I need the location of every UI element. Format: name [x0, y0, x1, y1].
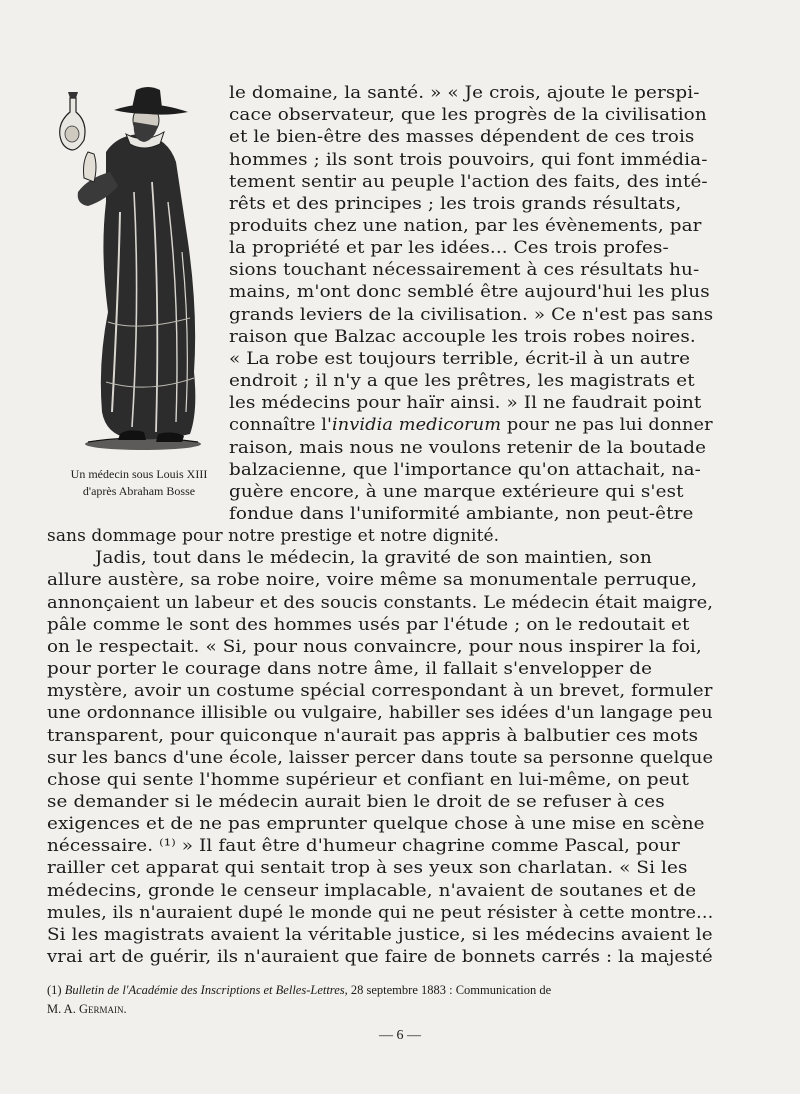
- text-line: grands leviers de la civilisation. » Ce n'est pas sans: [229, 304, 714, 325]
- text-line: mules, ils n'auraient dupé le monde qui ne peut résister à cette montre...: [47, 902, 714, 923]
- text-line: se demander si le médecin aurait bien le droit de se refuser à ces: [47, 791, 665, 812]
- text-line: Si les magistrats avaient la véritable justice, si les médecins avaient le: [47, 924, 713, 945]
- text-line: fondue dans l'uniformité ambiante, non peut-être: [229, 503, 694, 524]
- text-line: pâle comme le sont des hommes usés par l'étude ; on le redoutait et: [47, 614, 690, 635]
- text-line: sur les bancs d'une école, laisser percer dans toute sa personne quelque: [47, 747, 714, 768]
- text-line: pour porter le courage dans notre âme, il fallait s'envelopper de: [47, 659, 653, 679]
- text-line: sans dommage pour notre prestige et notre dignité.: [47, 526, 500, 547]
- text-line: guère encore, à une marque extérieure qui s'est: [229, 481, 684, 502]
- caption-line-1: Un médecin sous Louis XIII: [70, 467, 208, 481]
- text-line: produits chez une nation, par les évènements, par: [229, 215, 702, 236]
- text-line: [229, 414, 733, 436]
- text-line: mains, m'ont donc semblé être aujourd'hui les plus: [229, 282, 710, 303]
- engraving-doctor-louis-xiii: [48, 82, 220, 462]
- text-line: allure austère, sa robe noire, voire même sa monumentale perruque,: [47, 570, 698, 591]
- page-number: — 6 —: [379, 1028, 421, 1043]
- text-run: connaître l': [229, 415, 333, 436]
- text-line: nécessaire. ⁽¹⁾ » Il faut être d'humeur chagrine comme Pascal, pour: [47, 836, 680, 857]
- text-line: Jadis, tout dans le médecin, la gravité de son maintien, son: [95, 548, 652, 569]
- text-line: une ordonnance illisible ou vulgaire, habiller ses idées d'un langage peu: [47, 703, 713, 724]
- text-line: raison que Balzac accouple les trois robes noires.: [229, 326, 696, 347]
- text-line: mystère, avoir un costume spécial correspondant à un brevet, formuler: [47, 681, 713, 702]
- text-line: médecins, gronde le censeur implacable, n'avaient de soutanes et de: [47, 880, 697, 901]
- text-line: raison, mais nous ne voulons retenir de la boutade: [229, 437, 707, 458]
- text-line: chose qui sente l'homme supérieur et confiant en lui-même, on peut: [47, 769, 689, 790]
- text-line: exigences et de ne pas emprunter quelque chose à une mise en scène: [47, 814, 705, 835]
- text-line: endroit ; il n'y a que les prêtres, les magistrats et: [229, 371, 695, 391]
- text-line: et le bien-être des masses dépendent de ces trois: [229, 127, 695, 148]
- text-line: le domaine, la santé. » « Je crois, ajoute le perspi-: [229, 83, 700, 103]
- text-line: vrai art de guérir, ils n'auraient que faire de bonnets carrés : la majesté: [47, 947, 713, 967]
- text-line: cace observateur, que les progrès de la civilisation: [229, 105, 707, 126]
- caption-line-2: d'après Abraham Bosse: [82, 484, 196, 498]
- text-line: rêts et des principes ; les trois grands résultats,: [229, 193, 682, 214]
- text-line: tement sentir au peuple l'action des faits, des inté-: [229, 171, 708, 192]
- text-line: sions touchant nécessairement à ces résultats hu-: [229, 260, 700, 281]
- footnote-marker: (1): [47, 983, 62, 997]
- latin-phrase: invidia medicorum: [332, 415, 502, 436]
- footnote-title: Bulletin de l'Académie des Inscriptions et Belles-Lettres,: [64, 983, 348, 997]
- text-line: hommes ; ils sont trois pouvoirs, qui font immédia-: [229, 149, 708, 170]
- text-run: pour ne pas lui donner: [501, 415, 713, 436]
- text-line: « La robe est toujours terrible, écrit-il à un autre: [229, 348, 691, 369]
- text-line: railler cet apparat qui sentait trop à ses yeux son charlatan. « Si les: [47, 858, 688, 879]
- footnote-author: Germain.: [78, 1002, 127, 1016]
- text-line: la propriété et par les idées... Ces trois profes-: [229, 238, 669, 259]
- footnote: [47, 981, 717, 1000]
- footnote-rest: 28 septembre 1883 : Communication de: [347, 983, 552, 997]
- text-line: transparent, pour quiconque n'aurait pas appris à balbutier ces mots: [47, 725, 699, 746]
- footnote-line-2: [47, 1000, 717, 1019]
- text-line: on le respectait. « Si, pour nous convaincre, pour nous inspirer la foi,: [47, 636, 702, 657]
- text-line: les médecins pour haïr ainsi. » Il ne faudrait point: [229, 393, 702, 414]
- footnote-prefix: M. A.: [47, 1002, 79, 1016]
- text-line: annonçaient un labeur et des soucis constants. Le médecin était maigre,: [47, 592, 714, 613]
- figure-caption: [44, 466, 234, 500]
- text-line: balzacienne, que l'importance qu'on attachait, na-: [229, 459, 701, 480]
